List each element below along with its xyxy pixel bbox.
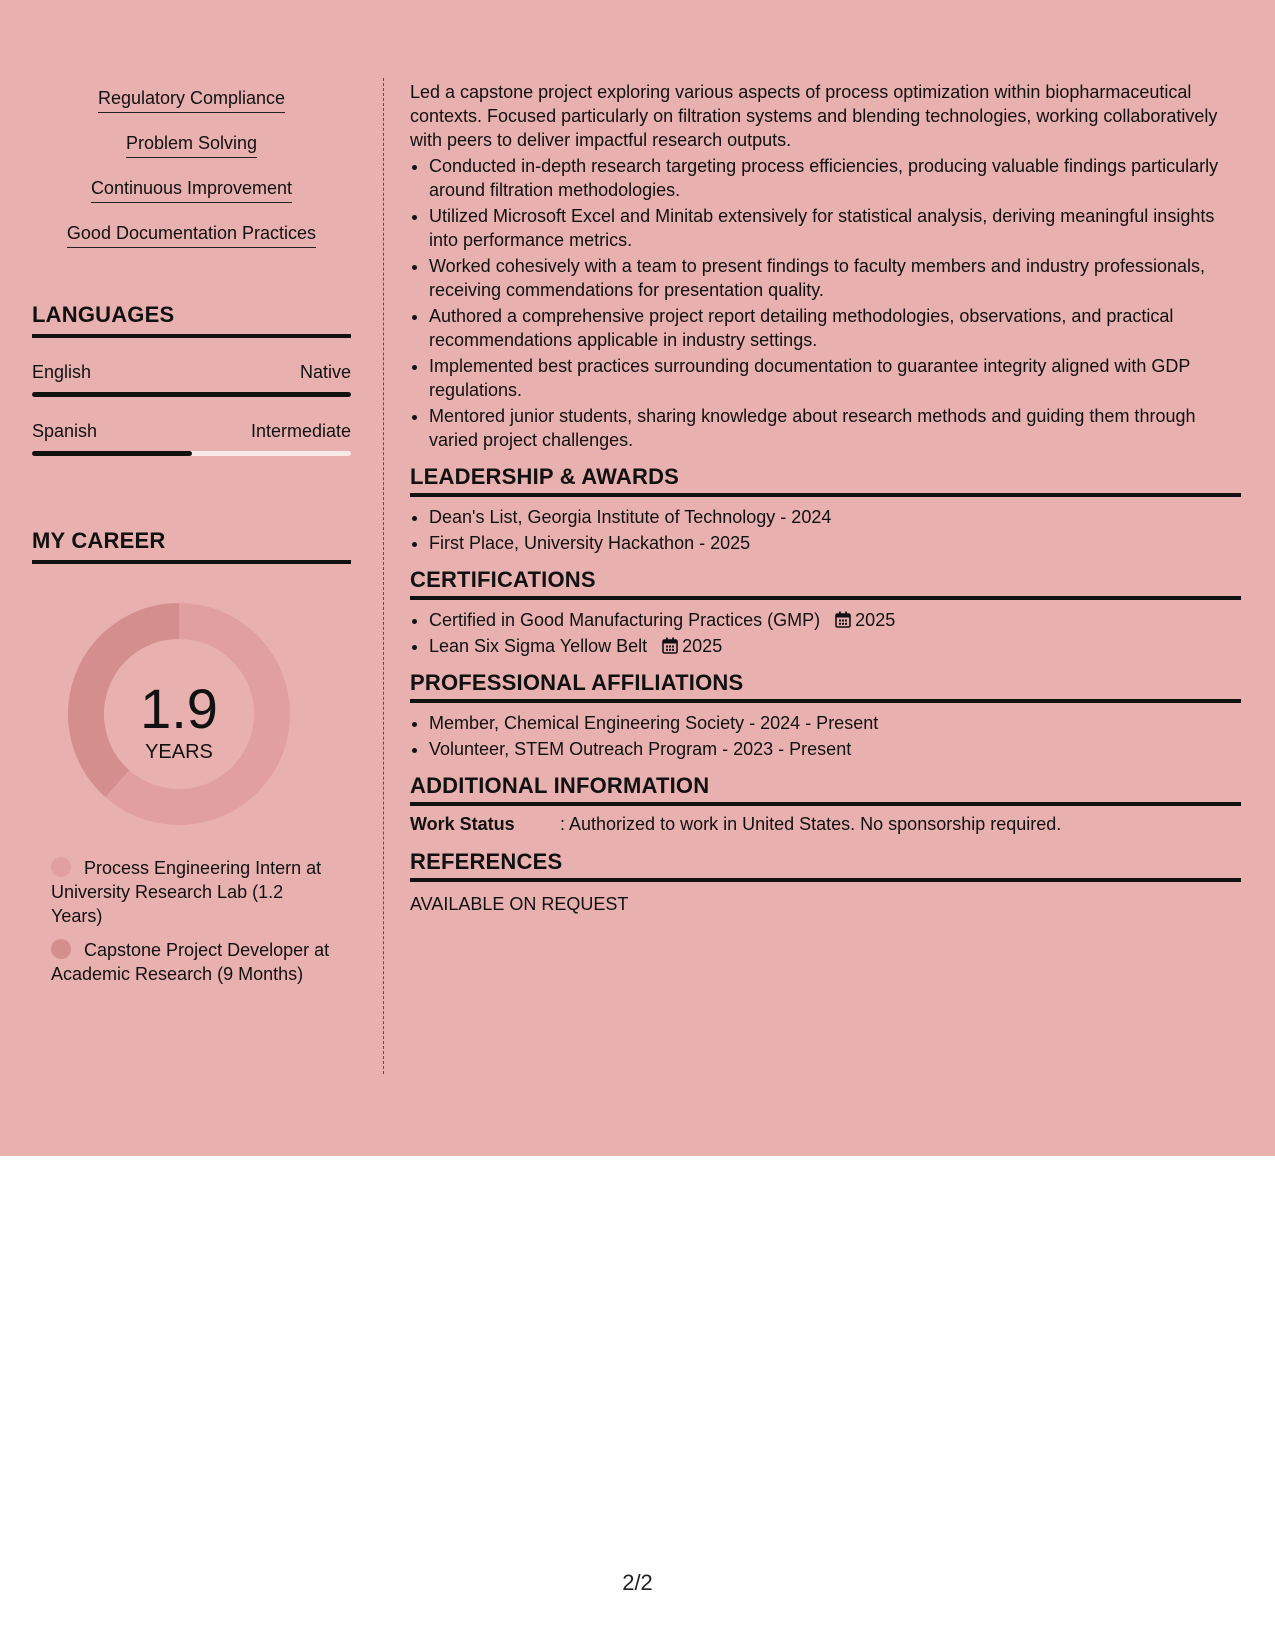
leadership-list (410, 505, 1241, 555)
career-item (51, 856, 336, 928)
skill-item: Continuous Improvement (91, 176, 292, 203)
project-bullets (410, 154, 1241, 452)
language-english (32, 362, 351, 397)
certification-name: Certified in Good Manufacturing Practices (GMP) (429, 610, 821, 630)
bullet-item: • Utilized Microsoft Excel and Minitab extensively for statistical analysis, deriving meaningful insights into performance metrics. (429, 204, 1241, 252)
bullet-item: • Authored a comprehensive project report detailing methodologies, observations, and practical recommendations applicable in industry settings. (429, 304, 1241, 352)
leadership-title: LEADERSHIP & AWARDS (410, 464, 1241, 497)
work-status-row (410, 814, 1241, 835)
certification-item (429, 608, 1241, 632)
language-name: English (32, 362, 92, 382)
certification-item (429, 634, 1241, 658)
work-status-label: Work Status (410, 814, 515, 834)
calendar-icon (835, 611, 851, 628)
career-legend (32, 856, 336, 986)
career-item (51, 938, 336, 986)
affiliations-list (410, 711, 1241, 761)
sidebar (32, 86, 351, 996)
skill-item: Problem Solving (126, 131, 257, 158)
additional-info-title: ADDITIONAL INFORMATION (410, 773, 1241, 806)
certifications-list (410, 608, 1241, 658)
career-unit: YEARS (145, 741, 213, 763)
affiliation-item: • Member, Chemical Engineering Society - 2024 - Present (429, 711, 1241, 735)
bullet-item: • Implemented best practices surrounding documentation to guarantee integrity aligned with GDP regulations. (429, 354, 1241, 402)
bullet-item: • Worked cohesively with a team to present findings to faculty members and industry professionals, receiving commendations for presentation quality. (429, 254, 1241, 302)
award-item: • First Place, University Hackathon - 2025 (429, 531, 1241, 555)
language-bar-fill (32, 392, 351, 397)
career-item-label: Process Engineering Intern at University Research Lab (1.2 Years) (51, 858, 322, 926)
certification-year: 2025 (855, 610, 896, 630)
column-divider (383, 78, 384, 1074)
affiliation-item: • Volunteer, STEM Outreach Program - 2023 - Present (429, 737, 1241, 761)
project-intro: Led a capstone project exploring various aspects of process optimization within biopharmaceutical contexts. Focused particularly on filtration systems and blending technologies, working collaboratively with peers to deliver impactful research outputs. (410, 82, 1218, 150)
main-content (410, 80, 1241, 915)
career-donut-chart (32, 588, 351, 828)
bullet-item: • Mentored junior students, sharing knowledge about research methods and guiding them through varied project challenges. (429, 404, 1241, 452)
page-number: 2/2 (622, 1570, 653, 1595)
legend-dot (51, 939, 71, 959)
skills-list (32, 86, 351, 266)
award-item: • Dean's List, Georgia Institute of Technology - 2024 (429, 505, 1241, 529)
certifications-title: CERTIFICATIONS (410, 567, 1241, 600)
bullet-item: • Conducted in-depth research targeting process efficiencies, producing valuable findings particularly around filtration methodologies. (429, 154, 1241, 202)
language-bar (32, 392, 351, 397)
references-text: AVAILABLE ON REQUEST (410, 894, 629, 914)
languages-title: LANGUAGES (32, 302, 351, 338)
language-bar-fill (32, 451, 192, 456)
language-name: Spanish (32, 421, 98, 441)
affiliations-title: PROFESSIONAL AFFILIATIONS (410, 670, 1241, 703)
certification-year: 2025 (682, 636, 723, 656)
language-bar (32, 451, 351, 456)
certification-name: Lean Six Sigma Yellow Belt (429, 636, 648, 656)
language-level: Native (299, 362, 351, 382)
skill-item: Good Documentation Practices (67, 221, 316, 248)
language-spanish (32, 421, 351, 456)
career-item-label: Capstone Project Developer at Academic Research (9 Months) (51, 940, 330, 984)
language-level: Intermediate (250, 421, 351, 441)
references-title: REFERENCES (410, 849, 1241, 882)
career-title: MY CAREER (32, 528, 351, 564)
legend-dot (51, 857, 71, 877)
work-status-value: : Authorized to work in United States. No sponsorship required. (560, 814, 1062, 834)
career-total: 1.9 (140, 677, 218, 740)
calendar-icon (662, 637, 678, 654)
skill-item: Regulatory Compliance (98, 86, 285, 113)
